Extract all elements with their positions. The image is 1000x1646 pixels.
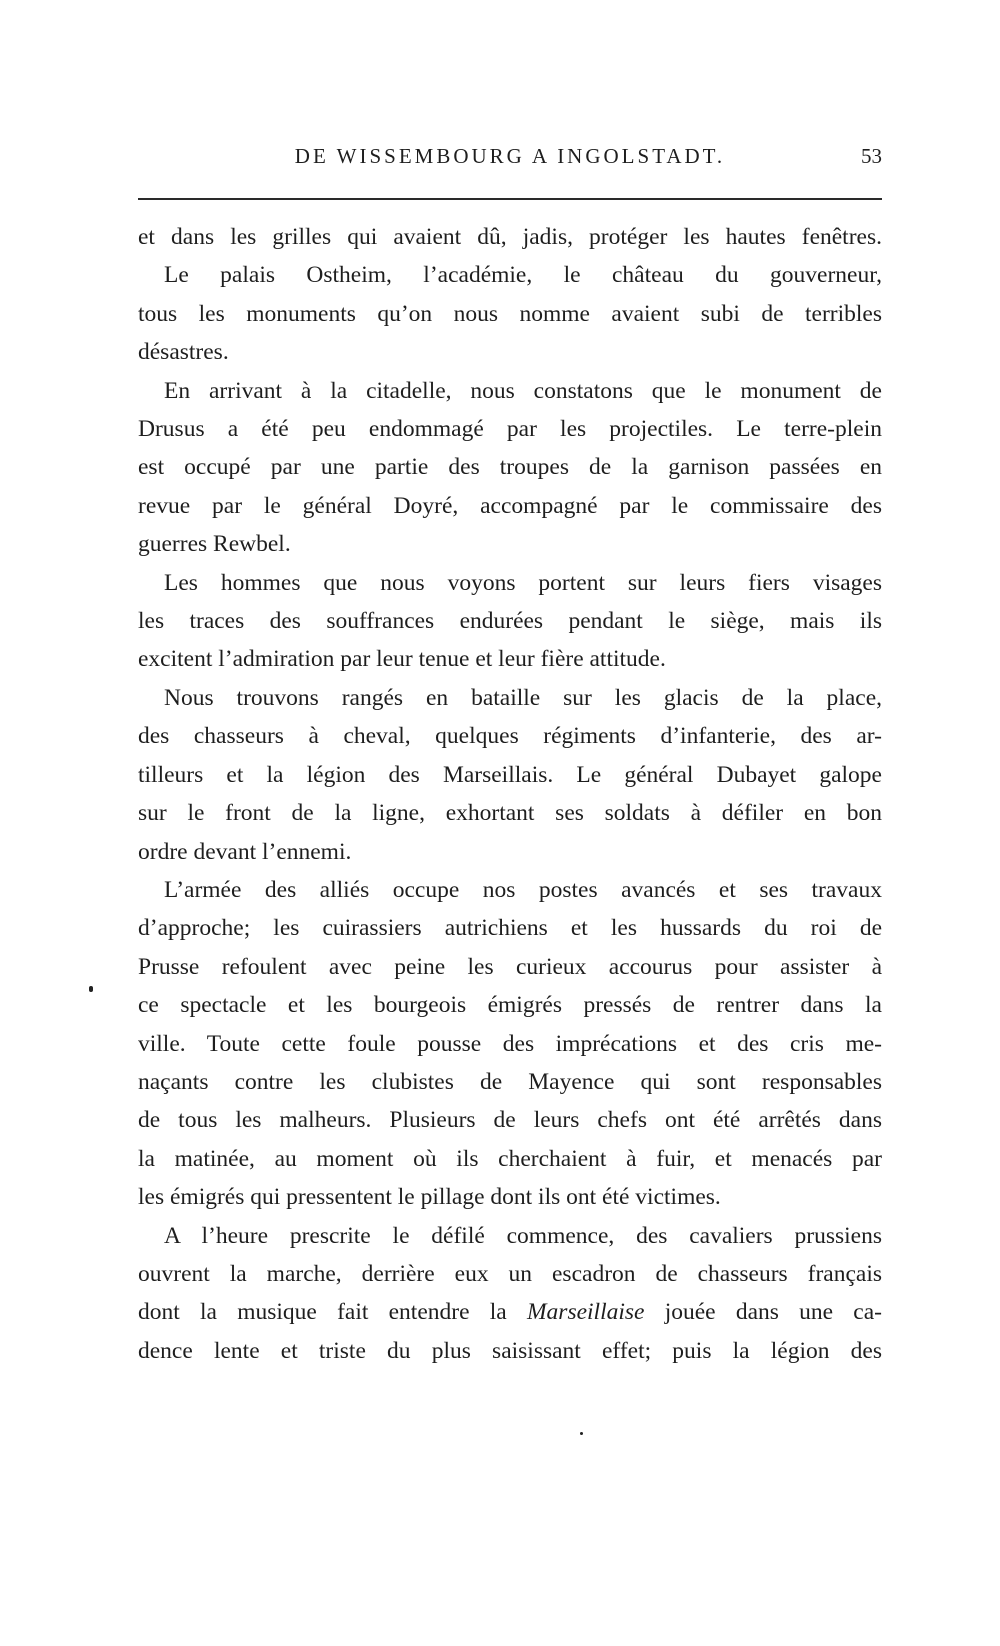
text-line: les émigrés qui pressentent le pillage dont ils ont été victimes. xyxy=(138,1184,721,1211)
italic-title: Marseillaise xyxy=(526,1299,645,1326)
text-line: ce spectacle et les bourgeois émigrés pressés de rentrer dans la xyxy=(138,992,882,1019)
text-line: Nous trouvons rangés en bataille sur les glacis de la place, xyxy=(164,684,882,711)
text-line: excitent l’admiration par leur tenue et leur fière attitude. xyxy=(138,646,666,673)
text-line: Drusus a été peu endommagé par les projectiles. Le terre-plein xyxy=(138,416,882,443)
text-line: guerres Rewbel. xyxy=(138,531,291,558)
text-line: Les hommes que nous voyons portent sur leurs fiers visages xyxy=(164,569,882,596)
text-line: Le palais Ostheim, l’académie, le château du gouverneur, xyxy=(164,262,882,289)
text-line: de tous les malheurs. Plusieurs de leurs chefs ont été arrêtés dans xyxy=(138,1107,882,1134)
text-line: dence lente et triste du plus saisissant effet; puis la légion des xyxy=(138,1337,882,1364)
text-line: dont la musique fait entendre la Marseillaise jouée dans une ca- xyxy=(138,1299,882,1326)
text-line: ordre devant l’ennemi. xyxy=(138,838,352,865)
text-line: des chasseurs à cheval, quelques régiments d’infanterie, des ar- xyxy=(138,723,882,750)
text-line: ville. Toute cette foule pousse des imprécations et des cris me- xyxy=(138,1030,882,1057)
running-title: DE WISSEMBOURG A INGOLSTADT. xyxy=(294,144,726,168)
text-line: tous les monuments qu’on nous nomme avaient subi de terribles xyxy=(138,300,882,327)
text-line: naçants contre les clubistes de Mayence qui sont responsables xyxy=(138,1068,882,1095)
page-number: 53 xyxy=(861,144,882,168)
text-line: A l’heure prescrite le défilé commence, des cavaliers prussiens xyxy=(164,1222,882,1249)
text-line: sur le front de la ligne, exhortant ses soldats à défiler en bon xyxy=(138,800,882,827)
text-line: est occupé par une partie des troupes de la garnison passées en xyxy=(138,454,882,481)
text-line: revue par le général Doyré, accompagné par le commissaire des xyxy=(138,492,882,519)
text-line: Prusse refoulent avec peine les curieux accourus pour assister à xyxy=(138,953,882,980)
body-text xyxy=(138,218,882,1370)
text-line: désastres. xyxy=(138,339,229,366)
text-line: L’armée des alliés occupe nos postes avancés et ses travaux xyxy=(164,876,882,903)
page-header xyxy=(138,138,882,178)
stray-ink-mark xyxy=(89,986,93,992)
text-line: et dans les grilles qui avaient dû, jadis, protéger les hautes fenêtres. xyxy=(138,224,882,250)
text-line: la matinée, au moment où ils cherchaient à fuir, et menacés par xyxy=(138,1145,882,1172)
text-line: En arrivant à la citadelle, nous constatons que le monument de xyxy=(164,377,882,404)
header-rule xyxy=(138,198,882,200)
text-line: les traces des souffrances endurées pendant le siège, mais ils xyxy=(138,608,882,635)
text-line: tilleurs et la légion des Marseillais. Le général Dubayet galope xyxy=(138,761,882,788)
text-line: ouvrent la marche, derrière eux un escadron de chasseurs français xyxy=(138,1260,882,1287)
text-line: d’approche; les cuirassiers autrichiens et les hussards du roi de xyxy=(138,915,882,942)
stray-ink-mark xyxy=(580,1432,583,1435)
